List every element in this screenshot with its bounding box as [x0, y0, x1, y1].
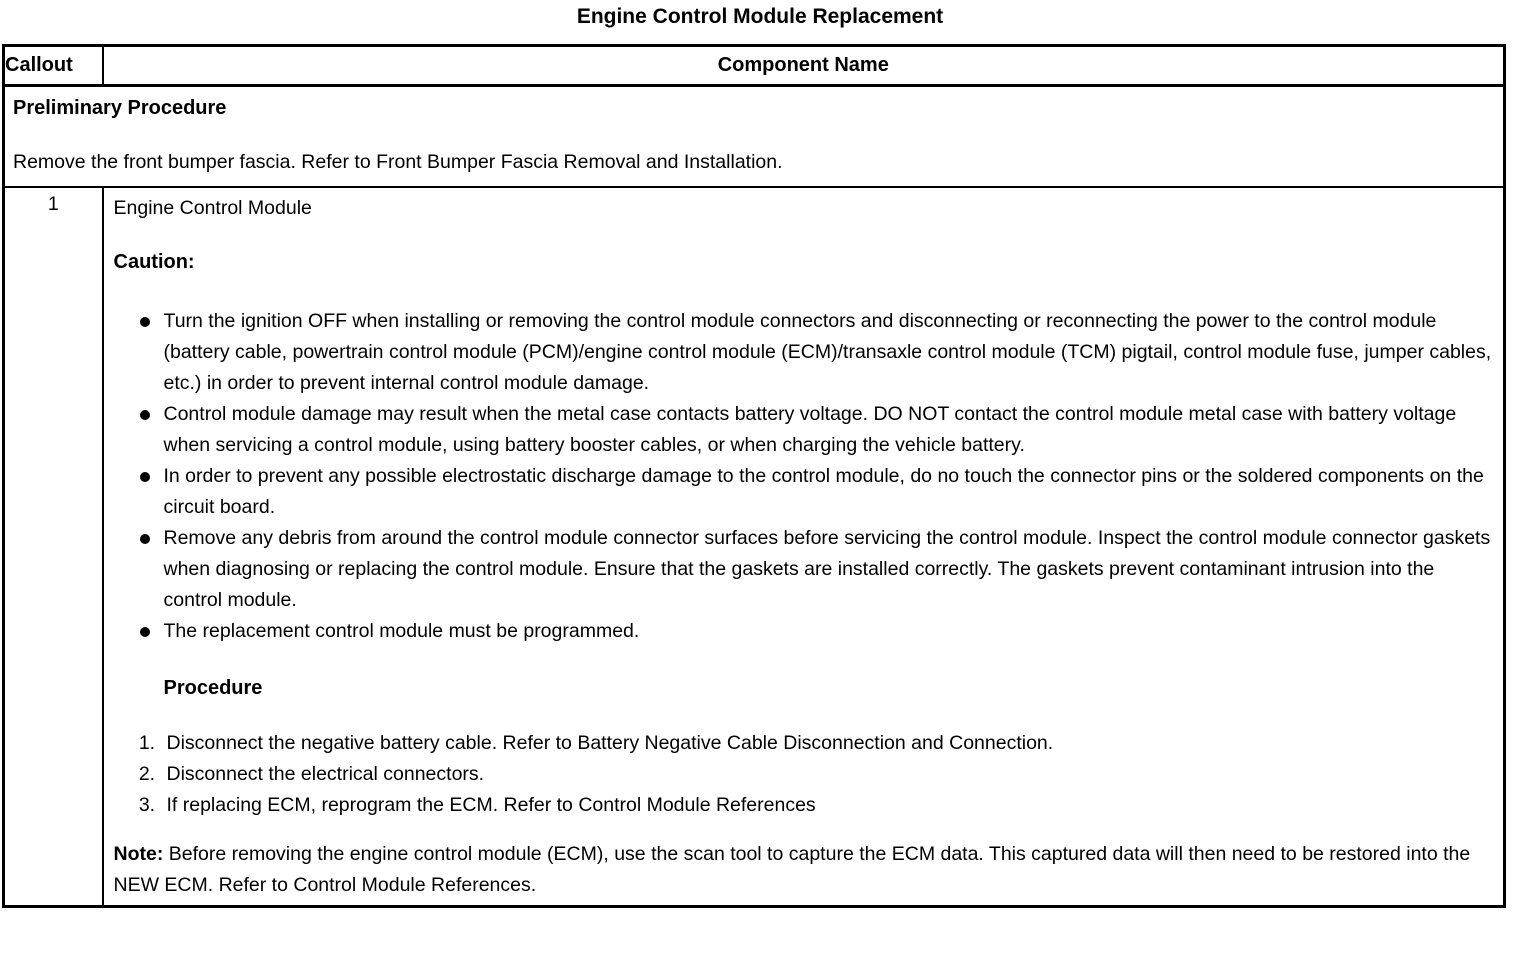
preliminary-text: Remove the front bumper fascia. Refer to Front Bumper Fascia Removal and Installation.: [13, 151, 783, 173]
caution-item: In order to prevent any possible electrostatic discharge damage to the control module, do no touch the connector pins or the soldered components on the circuit board.: [114, 461, 1494, 523]
procedure-heading: Procedure: [163, 677, 263, 699]
preliminary-cell: [4, 86, 1505, 188]
callout-number: 1: [4, 187, 103, 907]
preliminary-row: [4, 86, 1505, 188]
caution-item: Turn the ignition OFF when installing or removing the control module connectors and disconnecting or reconnecting the power to the control module (battery cable, powertrain control module (PCM)/engine control module (ECM)/transaxle control module (TCM) pigtail, control module fuse, jumper cables, etc.) in order to prevent internal control module damage.: [114, 306, 1494, 399]
note-label: Note:: [113, 843, 164, 865]
note: [114, 839, 1494, 901]
procedure-step: 3. If replacing ECM, reprogram the ECM. Refer to Control Module References: [161, 790, 1494, 821]
caution-list: [114, 306, 1494, 647]
header-component-name: Component Name: [103, 46, 1505, 86]
note-text: Before removing the engine control module (ECM), use the scan tool to capture the ECM data. This captured data will then need to be restored into the NEW ECM. Refer to Control Module References.: [113, 843, 1471, 896]
caution-heading: Caution:: [113, 251, 195, 273]
caution-item: Control module damage may result when the metal case contacts battery voltage. DO NOT contact the control module metal case with battery voltage when servicing a control module, using battery booster cables, or when charging the vehicle battery.: [114, 399, 1494, 461]
procedure-step: 2. Disconnect the electrical connectors.: [161, 759, 1494, 790]
page-title: Engine Control Module Replacement: [576, 5, 944, 28]
table-header-row: [4, 46, 1505, 86]
header-callout: Callout: [4, 46, 103, 86]
caution-item: The replacement control module must be programmed.: [114, 616, 1494, 647]
procedure-steps: [114, 728, 1494, 821]
caution-item: Remove any debris from around the control module connector surfaces before servicing the control module. Inspect the control module connector gaskets when diagnosing or replacing the control module. Ensure that the gaskets are installed correctly. The gaskets prevent contaminant intrusion into the control module.: [114, 523, 1494, 616]
component-cell: [103, 187, 1505, 907]
component-name: Engine Control Module: [113, 197, 312, 219]
preliminary-heading: Preliminary Procedure: [13, 97, 227, 119]
component-table: [2, 44, 1506, 908]
component-row: [4, 187, 1505, 907]
procedure-step: 1. Disconnect the negative battery cable. Refer to Battery Negative Cable Disconnection and Connection.: [161, 728, 1494, 759]
